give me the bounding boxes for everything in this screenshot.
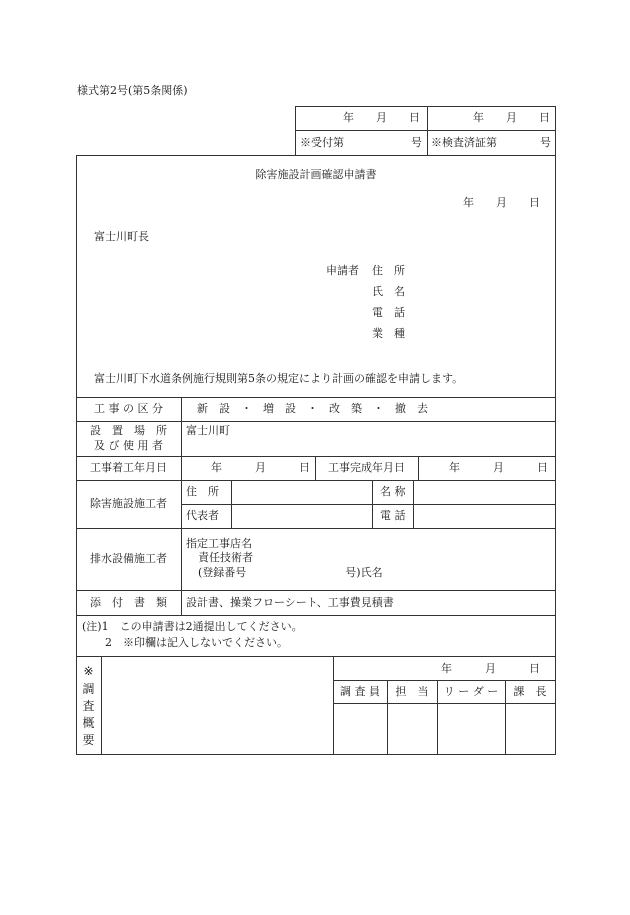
contractor-rep-label: 代表者 xyxy=(186,509,219,522)
work-type-options: 新 設 ・ 増 設 ・ 改 築 ・ 撤 去 xyxy=(197,402,428,415)
location-value: 富士川町 xyxy=(186,424,230,437)
location-label-1: 設 置 場 所 xyxy=(90,424,167,437)
receipt-date-right: 年 月 日 xyxy=(473,111,550,124)
kensa-label: ※検査済証第 xyxy=(431,136,497,149)
attachments-label: 添 付 書 類 xyxy=(90,596,167,609)
form-title: 除害施設計画確認申請書 xyxy=(255,168,377,181)
applicant-name: 氏 名 xyxy=(372,285,405,298)
contractor-address-label: 住 所 xyxy=(186,485,219,498)
survey-inspector: 調 査 員 xyxy=(340,685,380,698)
applicant-business: 業 種 xyxy=(372,327,405,340)
contractor-label: 除害施設施工者 xyxy=(90,497,167,510)
drainage-engineer: 責任技術者 xyxy=(198,551,253,564)
applicant-phone: 電 話 xyxy=(372,306,405,319)
addressee: 富士川町長 xyxy=(94,230,149,243)
survey-char-2: 査 xyxy=(82,699,95,713)
note-2: 2 ※印欄は記入しないでください。 xyxy=(105,636,288,649)
survey-tanto: 担 当 xyxy=(395,685,429,698)
form-number: 様式第2号(第5条関係) xyxy=(77,84,188,97)
attachments-value: 設計書、操業フローシート、工事費見積書 xyxy=(186,596,394,609)
applicant-label: 申請者 xyxy=(326,264,359,277)
survey-char-3: 概 xyxy=(82,716,95,730)
drainage-contractor-label: 排水設備施工者 xyxy=(90,552,167,565)
start-date-label: 工事着工年月日 xyxy=(90,461,167,474)
drainage-shop-name: 指定工事店名 xyxy=(186,537,252,550)
survey-char-4: 要 xyxy=(82,733,95,747)
survey-leader: リ ー ダ ー xyxy=(443,685,499,698)
kensa-go: 号 xyxy=(540,136,551,149)
statement: 富士川町下水道条例施行規則第5条の規定により計画の確認を申請します。 xyxy=(94,372,464,385)
receipt-date-left: 年 月 日 xyxy=(343,111,420,124)
end-date-value: 年 月 日 xyxy=(449,461,548,474)
contractor-phone-label: 電 話 xyxy=(380,509,406,522)
application-date: 年 月 日 xyxy=(463,196,540,209)
note-1: (注)1 この申請書は2通提出してください。 xyxy=(82,620,303,633)
applicant-address: 住 所 xyxy=(372,264,405,277)
end-date-label: 工事完成年月日 xyxy=(328,461,405,474)
survey-mark: ※ xyxy=(83,664,94,678)
uketsuke-go: 号 xyxy=(411,136,422,149)
work-type-label: 工 事 の 区 分 xyxy=(94,402,163,415)
uketsuke-label: ※受付第 xyxy=(300,136,344,149)
contractor-name-label: 名 称 xyxy=(380,485,406,498)
start-date-value: 年 月 日 xyxy=(211,461,310,474)
location-label-2: 及 び 使 用 者 xyxy=(94,439,163,452)
survey-date: 年 月 日 xyxy=(441,662,540,675)
drainage-registration: (登録番号 号)氏名 xyxy=(198,566,383,579)
survey-char-1: 調 xyxy=(82,682,95,696)
survey-kacho: 課 長 xyxy=(513,685,547,698)
